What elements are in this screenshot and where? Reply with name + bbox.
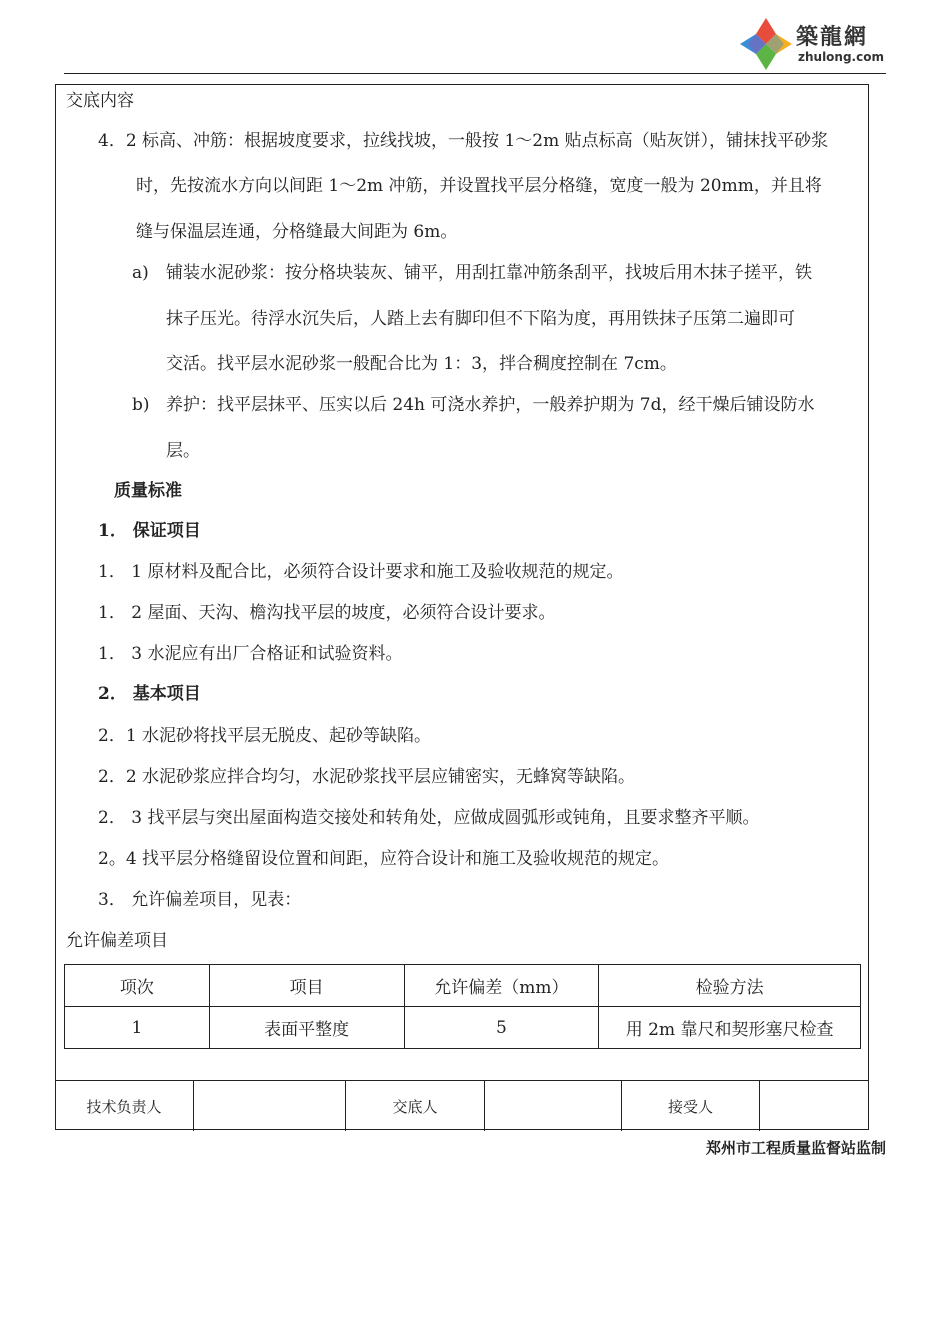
basic-item: 2。4 找平层分格缝留设位置和间距，应符合设计和施工及验收规范的规定。 [98,849,670,869]
item-a-marker: a) [132,263,149,283]
basic-item: 2．1 水泥砂将找平层无脱皮、起砂等缺陷。 [98,726,432,746]
zhulong-logo [738,14,898,72]
basic-title: 2． 基本项目 [98,684,201,704]
tolerance-table [64,964,861,1049]
item-a-line2: 抹子压光。待浮水沉失后，人踏上去有脚印但不下陷为度，再用铁抹子压第二遍即可 [166,309,795,329]
item-a-line3: 交活。找平层水泥砂浆一般配合比为 1：3，拌合稠度控制在 7cm。 [166,354,677,374]
item-a-line1: 铺装水泥砂浆：按分格块装灰、铺平，用刮扛靠冲筋条刮平，找坡后用木抹子搓平，铁 [166,263,812,283]
table-header-cell: 检验方法 [599,965,861,1007]
basic-item: 3． 允许偏差项目，见表： [98,890,302,910]
item-b-line2: 层。 [166,441,200,461]
logo-domain-text: zhulong.com [798,50,884,64]
table-header-row [65,965,861,1007]
item-b-marker: b) [132,395,150,415]
guarantee-item: 1． 2 屋面、天沟、檐沟找平层的坡度，必须符合设计要求。 [98,603,556,623]
tech-lead-label: 技术负责人 [86,1097,162,1116]
quality-title: 质量标准 [114,481,182,501]
p42-line1: 4．2 标高、冲筋：根据坡度要求，拉线找坡，一般按 1～2m 贴点标高（贴灰饼），铺抹找平砂浆 [98,131,829,151]
p42-line3: 缝与保温层连通，分格缝最大间距为 6m。 [136,222,458,242]
footer-issuer: 郑州市工程质量监督站监制 [705,1139,886,1157]
item-b-line1: 养护：找平层抹平、压实以后 24h 可浇水养护，一般养护期为 7d，经干燥后铺设防水 [166,395,815,415]
table-header-cell: 允许偏差（mm） [404,965,599,1007]
table-cell: 表面平整度 [209,1007,404,1049]
guarantee-title: 1． 保证项目 [98,521,201,541]
table-row [65,1007,861,1049]
header-rule [64,73,886,74]
guarantee-item: 1． 3 水泥应有出厂合格证和试验资料。 [98,644,403,664]
table-cell: 用 2m 靠尺和契形塞尺检查 [599,1007,861,1049]
presenter-signature-field[interactable] [485,1081,621,1131]
signature-row [55,1080,869,1130]
logo-mark-icon [738,16,794,72]
basic-item: 2． 3 找平层与突出屋面构造交接处和转角处，应做成圆弧形或钝角，且要求整齐平顺。 [98,808,760,828]
table-header-cell: 项次 [65,965,210,1007]
guarantee-item: 1． 1 原材料及配合比，必须符合设计要求和施工及验收规范的规定。 [98,562,624,582]
table-cell: 5 [404,1007,599,1049]
table-caption: 允许偏差项目 [66,931,168,951]
receiver-signature-field[interactable] [760,1081,868,1131]
section-label: 交底内容 [66,91,134,111]
basic-item: 2．2 水泥砂浆应拌合均匀，水泥砂浆找平层应铺密实，无蜂窝等缺陷。 [98,767,636,787]
p42-line2: 时，先按流水方向以间距 1～2m 冲筋，并设置找平层分格缝，宽度一般为 20mm，并且将 [136,176,822,196]
table-header-cell: 项目 [209,965,404,1007]
tech-lead-signature-field[interactable] [194,1081,345,1131]
receiver-label: 接受人 [667,1097,713,1116]
table-cell: 1 [65,1007,210,1049]
logo-chinese-text: 築龍網 [796,25,869,50]
presenter-label: 交底人 [392,1097,438,1116]
